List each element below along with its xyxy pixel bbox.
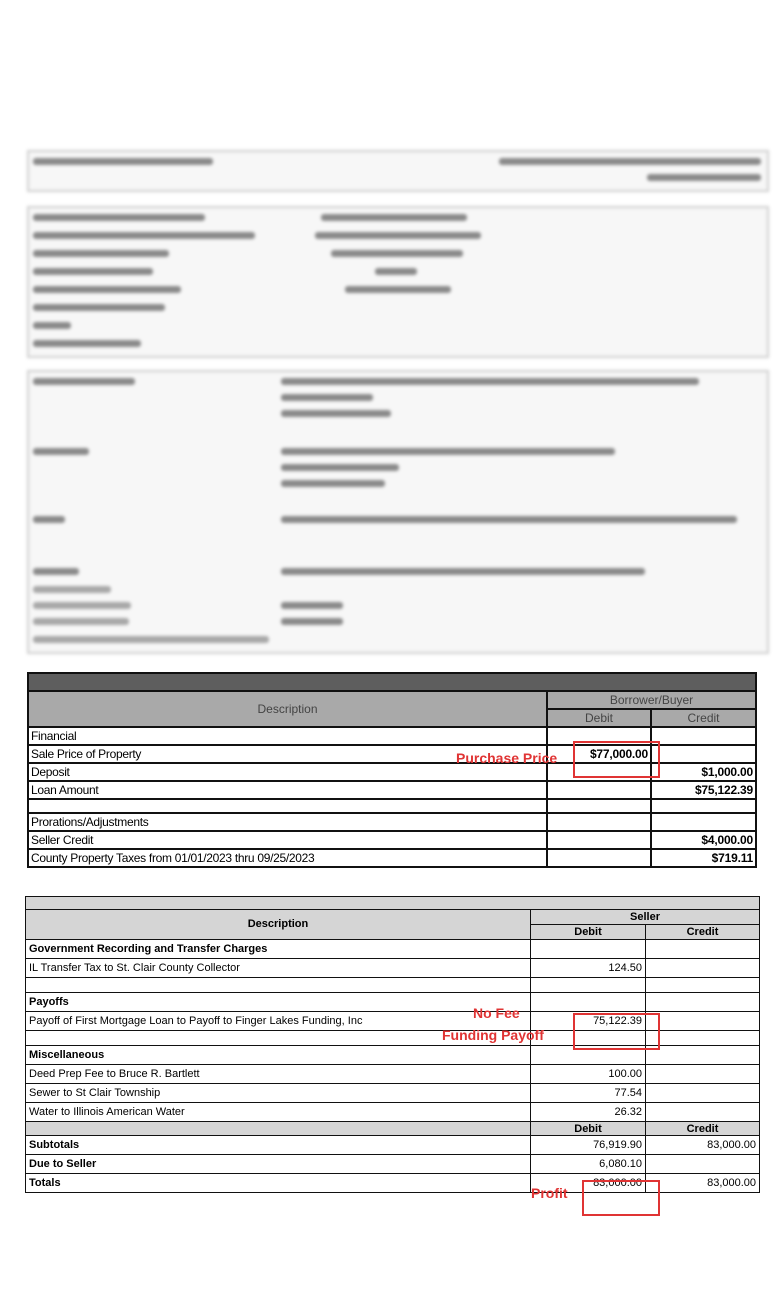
row-description: Sale Price of Property — [28, 745, 547, 763]
row-debit: 26.32 — [531, 1103, 646, 1122]
purchase-price-highlight-box — [573, 741, 660, 778]
totals-credit: 83,000.00 — [646, 1174, 760, 1193]
row-debit — [547, 849, 651, 867]
row-description — [28, 799, 547, 813]
row-description: Financial — [28, 727, 547, 745]
row-credit — [646, 940, 760, 959]
row-credit — [646, 1065, 760, 1084]
redacted-title-block — [27, 150, 769, 192]
payoff-debit: 75,122.39 — [531, 1012, 646, 1031]
totals-debit-header: Debit — [531, 1122, 646, 1136]
seller-credit-header: Credit — [646, 925, 760, 940]
row-description: Sewer to St Clair Township — [26, 1084, 531, 1103]
row-credit — [646, 1046, 760, 1065]
no-fee-annotation: No Fee — [473, 1005, 520, 1021]
table-row — [26, 978, 760, 993]
row-description: County Property Taxes from 01/01/2023 thru 09/25/2023 — [28, 849, 547, 867]
row-credit — [646, 1103, 760, 1122]
totals-credit-header: Credit — [646, 1122, 760, 1136]
row-debit — [547, 799, 651, 813]
row-debit — [547, 813, 651, 831]
profit-annotation: Profit — [531, 1185, 568, 1201]
seller-header-row — [26, 910, 760, 925]
table-row — [26, 993, 760, 1012]
row-debit: 100.00 — [531, 1065, 646, 1084]
row-debit: 124.50 — [531, 959, 646, 978]
buyer-description-header: Description — [28, 691, 547, 727]
row-description: Loan Amount — [28, 781, 547, 799]
row-credit: $719.11 — [651, 849, 756, 867]
table-row — [26, 1103, 760, 1122]
subtotals-row — [26, 1136, 760, 1155]
sale-price-debit: $77,000.00 — [547, 745, 651, 763]
table-row — [26, 1065, 760, 1084]
table-row — [26, 1084, 760, 1103]
row-credit — [646, 959, 760, 978]
subtotals-label: Subtotals — [29, 1138, 80, 1151]
table-row — [28, 781, 756, 799]
row-credit — [646, 1084, 760, 1103]
purchase-price-annotation: Purchase Price — [456, 750, 558, 766]
seller-description-header: Description — [26, 910, 531, 940]
row-credit — [646, 993, 760, 1012]
row-description: Water to Illinois American Water — [26, 1103, 531, 1122]
row-description: Payoff of First Mortgage Loan to Payoff to Finger Lakes Funding, Inc — [26, 1012, 531, 1031]
table-row — [28, 849, 756, 867]
row-description: Prorations/Adjustments — [28, 813, 547, 831]
row-credit — [651, 799, 756, 813]
row-description: Deposit — [28, 763, 547, 781]
row-description: Deed Prep Fee to Bruce R. Bartlett — [26, 1065, 531, 1084]
subtotals-debit: 76,919.90 — [531, 1136, 646, 1155]
row-credit — [651, 813, 756, 831]
row-debit — [531, 940, 646, 959]
due-to-seller-label: Due to Seller — [29, 1157, 97, 1170]
redacted-property-block — [27, 370, 769, 654]
buyer-header-row — [28, 691, 756, 709]
row-description: Seller Credit — [28, 831, 547, 849]
section-heading: Miscellaneous — [26, 1046, 531, 1065]
seller-table-banner — [26, 897, 760, 910]
table-row — [26, 959, 760, 978]
due-to-seller-credit — [646, 1155, 760, 1174]
totals-label: Totals — [29, 1176, 61, 1189]
row-description: IL Transfer Tax to St. Clair County Collector — [26, 959, 531, 978]
row-credit — [651, 745, 756, 763]
row-credit — [646, 1031, 760, 1046]
table-row — [28, 799, 756, 813]
buyer-credit-header: Credit — [651, 709, 756, 727]
buyer-table-banner — [28, 673, 756, 691]
due-to-seller-row — [26, 1155, 760, 1174]
row-credit — [646, 1012, 760, 1031]
table-row — [28, 831, 756, 849]
row-debit: 77.54 — [531, 1084, 646, 1103]
section-heading: Payoffs — [26, 993, 531, 1012]
seller-party-header: Seller — [531, 910, 760, 925]
table-row — [28, 813, 756, 831]
row-description — [26, 978, 531, 993]
subtotals-credit: 83,000.00 — [646, 1136, 760, 1155]
totals-subheader-row — [26, 1122, 760, 1136]
row-credit — [651, 727, 756, 745]
row-credit: $75,122.39 — [651, 781, 756, 799]
payoff-highlight-box — [573, 1013, 660, 1050]
row-credit: $4,000.00 — [651, 831, 756, 849]
due-to-seller-debit: 6,080.10 — [531, 1155, 646, 1174]
profit-highlight-box — [582, 1180, 660, 1216]
row-debit — [531, 993, 646, 1012]
table-row — [26, 940, 760, 959]
seller-debit-header: Debit — [531, 925, 646, 940]
buyer-party-header: Borrower/Buyer — [547, 691, 756, 709]
row-debit — [547, 831, 651, 849]
funding-payoff-annotation: Funding Payoff — [442, 1027, 544, 1043]
section-heading: Government Recording and Transfer Charges — [26, 940, 531, 959]
totals-debit: 83,000.00 — [531, 1174, 646, 1193]
row-debit — [531, 978, 646, 993]
buyer-debit-header: Debit — [547, 709, 651, 727]
row-debit — [547, 781, 651, 799]
row-credit: $1,000.00 — [651, 763, 756, 781]
row-credit — [646, 978, 760, 993]
redacted-parties-block — [27, 206, 769, 358]
